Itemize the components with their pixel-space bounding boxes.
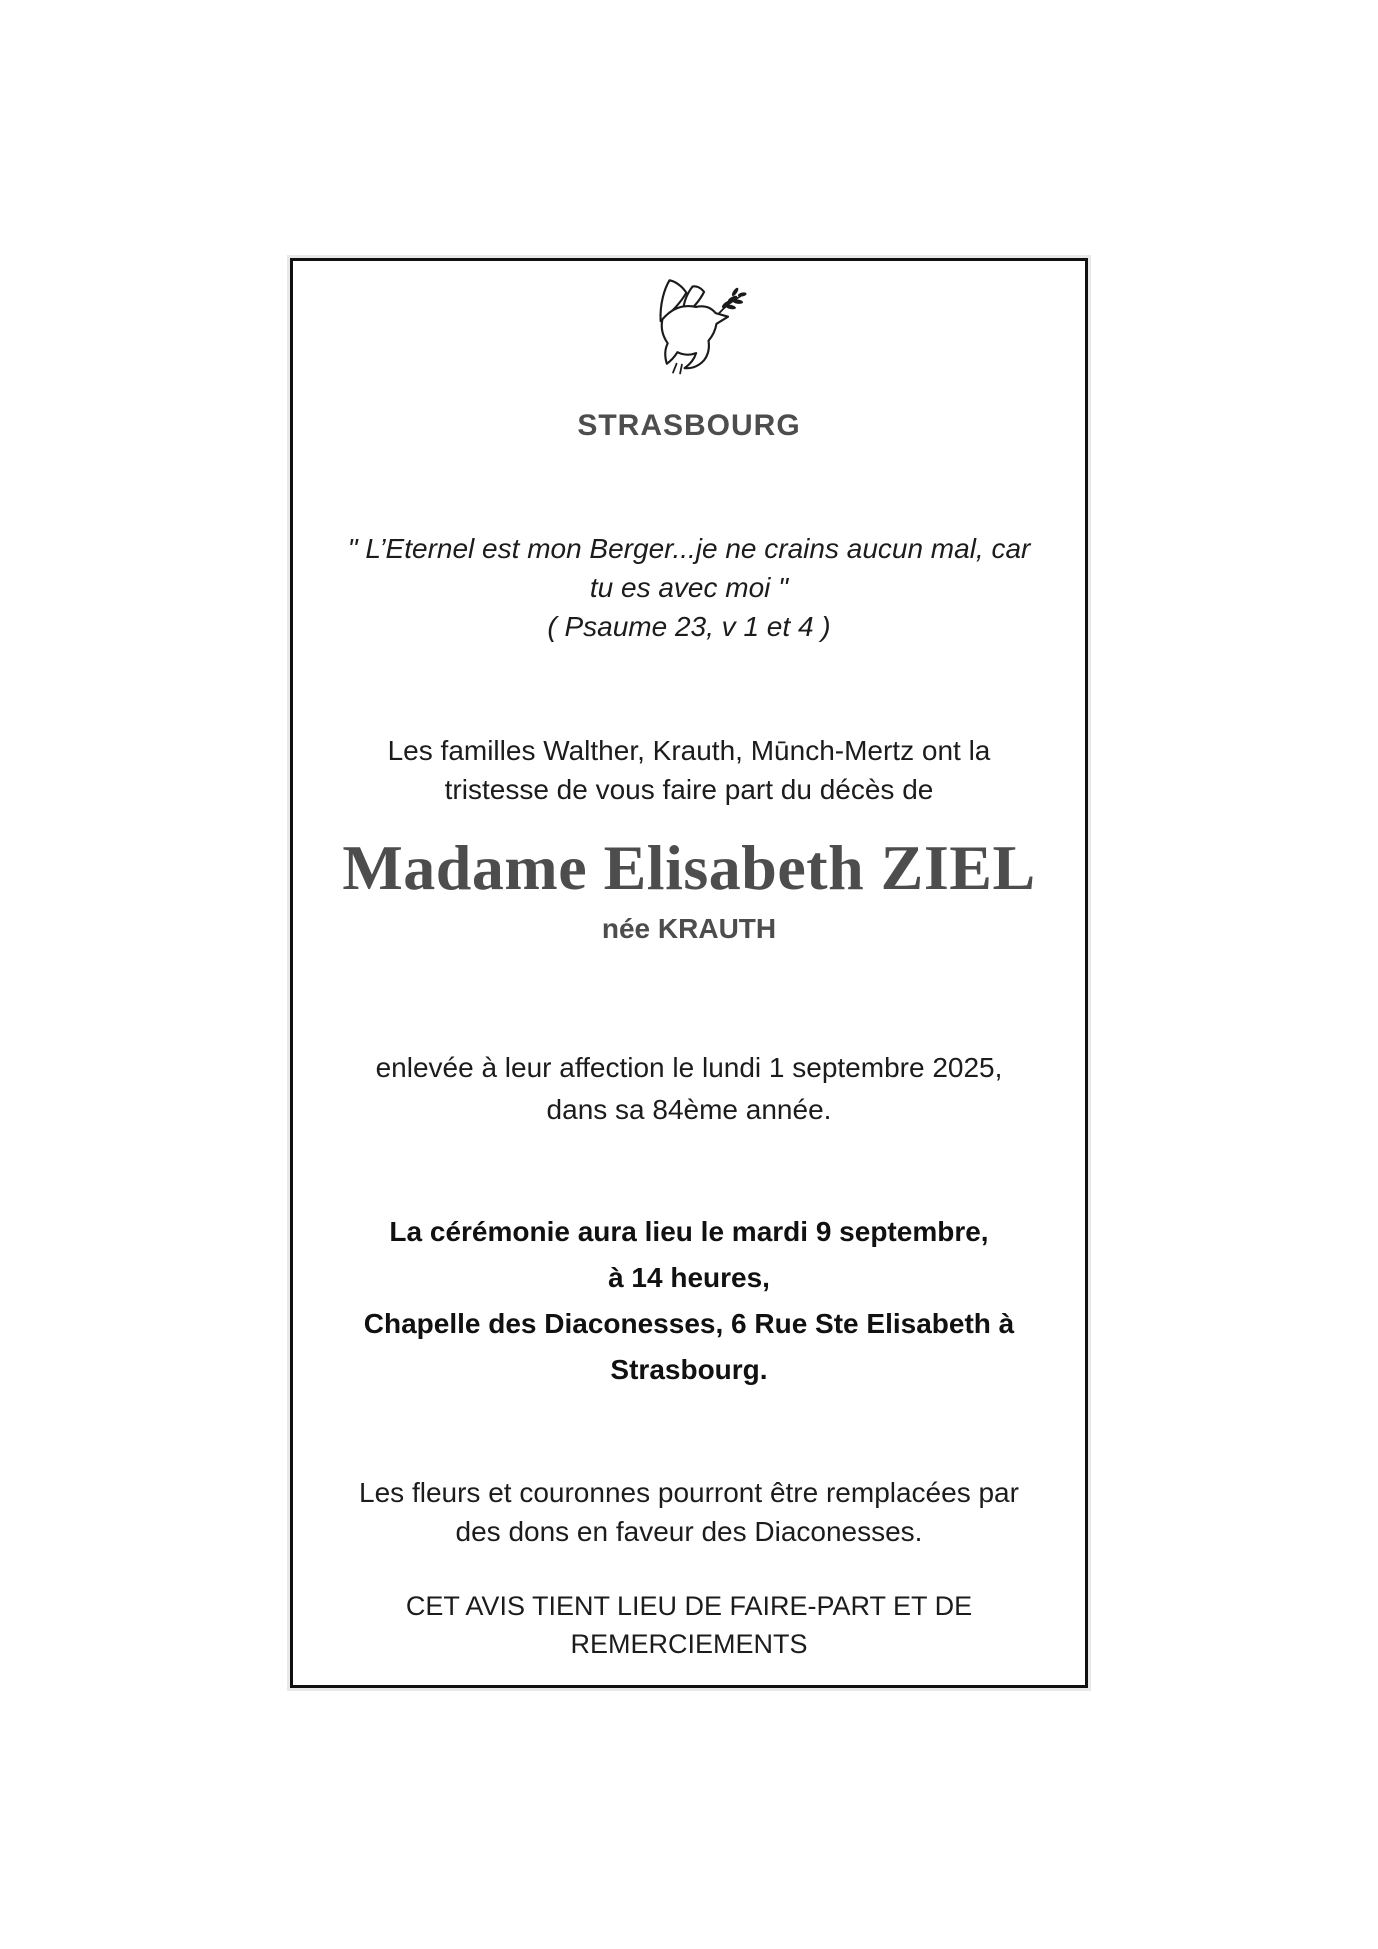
scripture-quote — [293, 529, 1085, 646]
ceremony-line: Strasbourg. — [610, 1354, 768, 1385]
quote-line: " L’Eternel est mon Berger...je ne crains aucun mal, car — [347, 533, 1031, 564]
ceremony-line: Chapelle des Diaconesses, 6 Rue Ste Elisabeth à — [363, 1308, 1015, 1339]
family-announcement — [293, 731, 1085, 809]
maiden-name: née KRAUTH — [601, 913, 777, 944]
agency-name: STRASBOURG — [577, 409, 801, 442]
passing-line: enlevée à leur affection le lundi 1 septembre 2025, — [375, 1052, 1003, 1083]
donation-note — [293, 1473, 1085, 1551]
dove-icon — [630, 275, 748, 385]
quote-reference: ( Psaume 23, v 1 et 4 ) — [547, 611, 831, 642]
deceased-name: Madame Elisabeth ZIEL — [342, 832, 1036, 903]
quote-line: tu es avec moi " — [589, 572, 789, 603]
ceremony-line: La cérémonie aura lieu le mardi 9 septembre, — [389, 1216, 989, 1247]
passing-details — [293, 1047, 1085, 1131]
footer-line: CET AVIS TIENT LIEU DE FAIRE-PART ET DE — [405, 1591, 973, 1621]
footer-line: REMERCIEMENTS — [570, 1629, 808, 1659]
ceremony-details — [293, 1209, 1085, 1393]
announcement-line: tristesse de vous faire part du décès de — [444, 774, 934, 805]
announcement-line: Les familles Walther, Krauth, Mūnch-Mertz ont la — [387, 735, 991, 766]
notice-card — [290, 258, 1088, 1688]
donation-line: Les fleurs et couronnes pourront être remplacées par — [359, 1477, 1019, 1508]
donation-line: des dons en faveur des Diaconesses. — [455, 1516, 923, 1547]
passing-line: dans sa 84ème année. — [546, 1094, 832, 1125]
ceremony-line: à 14 heures, — [608, 1262, 770, 1293]
notice-footer — [293, 1587, 1085, 1663]
